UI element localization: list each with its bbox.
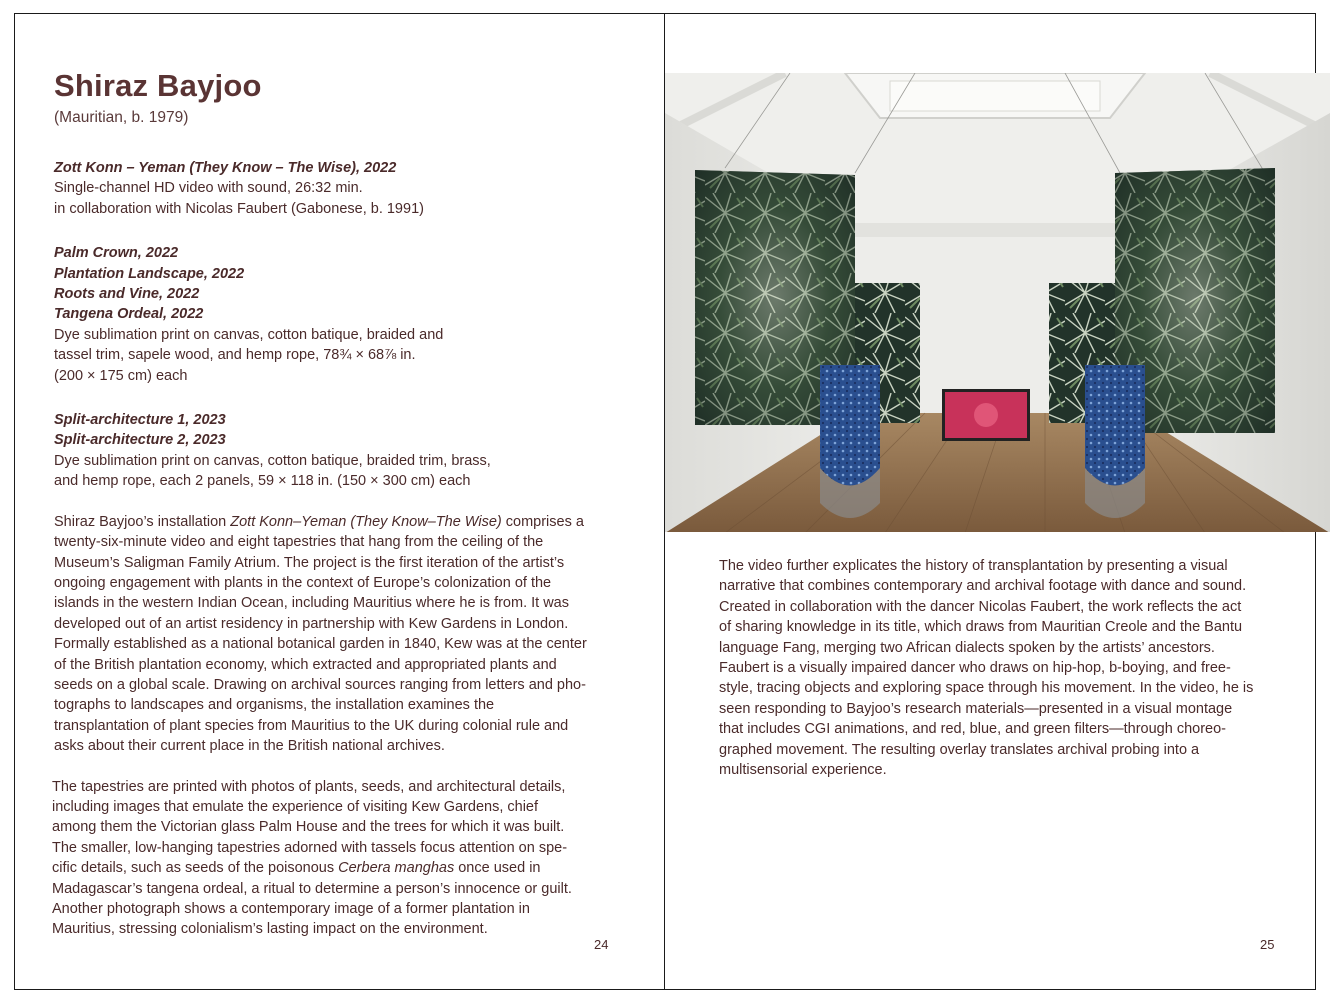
paragraph-line: Museum’s Saligman Family Atrium. The project is the first iteration of the artist’s bbox=[54, 554, 565, 571]
work-title: Zott Konn – Yeman (They Know – The Wise), 2022 bbox=[54, 160, 397, 176]
body-paragraph-1 bbox=[54, 512, 624, 757]
paragraph-line: multisensorial experience. bbox=[719, 762, 887, 779]
paragraph-line: that includes CGI animations, and red, blue, and green filters—through choreo- bbox=[719, 721, 1226, 738]
paragraph-line: seeds on a global scale. Drawing on archival sources ranging from letters and pho- bbox=[54, 676, 586, 693]
work-title: Roots and Vine, 2022 bbox=[54, 286, 200, 303]
left-page bbox=[54, 66, 624, 940]
paragraph-line: developed out of an artist residency in partnership with Kew Gardens in London. bbox=[54, 615, 569, 632]
italic-artwork-title: Zott Konn–Yeman (They Know–The Wise) bbox=[230, 513, 502, 530]
paragraph-line: of the British plantation economy, which extracted and appropriated plants and bbox=[54, 656, 557, 673]
page-number-right: 25 bbox=[1260, 937, 1275, 952]
italic-species-name: Cerbera manghas bbox=[338, 860, 455, 877]
work-detail: in collaboration with Nicolas Faubert (Gabonese, b. 1991) bbox=[54, 200, 424, 217]
paragraph-line: including images that emulate the experience of visiting Kew Gardens, chief bbox=[52, 798, 539, 815]
paragraph-line: Madagascar’s tangena ordeal, a ritual to determine a person’s innocence or guilt. bbox=[52, 880, 572, 897]
paragraph-line: Mauritius, stressing colonialism’s lasting impact on the environment. bbox=[52, 921, 488, 938]
work-title: Split-architecture 2, 2023 bbox=[54, 432, 226, 449]
text-run: cific details, such as seeds of the poisonous bbox=[52, 860, 339, 877]
work-entry-tapestries bbox=[54, 243, 624, 386]
paragraph-line: among them the Victorian glass Palm House and the trees for which it was built. bbox=[52, 819, 565, 836]
paragraph-line bbox=[52, 858, 624, 878]
text-run: Shiraz Bayjoo’s installation bbox=[54, 513, 231, 530]
paragraph-line: asks about their current place in the British national archives. bbox=[54, 738, 445, 755]
text-run: once used in bbox=[454, 860, 541, 877]
work-title: Split-architecture 1, 2023 bbox=[54, 412, 226, 429]
work-title: Plantation Landscape, 2022 bbox=[54, 265, 245, 282]
work-detail: Dye sublimation print on canvas, cotton batique, braided and bbox=[54, 326, 444, 343]
paragraph-line: ongoing engagement with plants in the context of Europe’s colonization of the bbox=[54, 574, 552, 591]
work-entry-video bbox=[54, 158, 624, 219]
paragraph-line: tographs to landscapes and organisms, the installation examines the bbox=[54, 697, 495, 714]
paragraph-line: narrative that combines contemporary and archival footage with dance and sound. bbox=[719, 578, 1247, 595]
paragraph-line: language Fang, merging two African dialects spoken by the artists’ ancestors. bbox=[719, 639, 1215, 656]
page-number-left: 24 bbox=[594, 937, 609, 952]
paragraph-line: Formally established as a national botanical garden in 1840, Kew was at the center bbox=[54, 636, 587, 653]
paragraph-line: Faubert is a visually impaired dancer who draws on hip-hop, b-boying, and free- bbox=[719, 660, 1231, 677]
work-title: Palm Crown, 2022 bbox=[54, 245, 179, 262]
paragraph-line: seen responding to Bayjoo’s research materials—presented in a visual montage bbox=[719, 700, 1233, 717]
paragraph-line: twenty-six-minute video and eight tapestries that hang from the ceiling of the bbox=[54, 534, 544, 551]
paragraph-line: of sharing knowledge in its title, which draws from Mauritian Creole and the Bantu bbox=[719, 619, 1243, 636]
paragraph-line: The tapestries are printed with photos of plants, seeds, and architectural details, bbox=[52, 778, 566, 795]
work-detail: (200 × 175 cm) each bbox=[54, 367, 188, 384]
text-run: comprises a bbox=[501, 513, 584, 530]
work-detail: Single-channel HD video with sound, 26:32 min. bbox=[54, 180, 363, 197]
work-entry-split-architecture bbox=[54, 410, 624, 492]
installation-photo bbox=[665, 73, 1330, 532]
work-title: Tangena Ordeal, 2022 bbox=[54, 306, 204, 323]
gallery-installation-image bbox=[665, 73, 1330, 532]
artist-nationality-birth: (Mauritian, b. 1979) bbox=[54, 109, 189, 126]
work-detail: tassel trim, sapele wood, and hemp rope, 78¾ × 68⅞ in. bbox=[54, 347, 416, 364]
paragraph-line: Another photograph shows a contemporary image of a former plantation in bbox=[52, 901, 530, 917]
work-detail: Dye sublimation print on canvas, cotton batique, braided trim, brass, bbox=[54, 452, 491, 469]
artist-name: Shiraz Bayjoo bbox=[54, 68, 262, 103]
body-paragraph-2 bbox=[52, 777, 624, 940]
paragraph-line: graphed movement. The resulting overlay translates archival probing into a bbox=[719, 741, 1200, 758]
paragraph-line: The smaller, low-hanging tapestries adorned with tassels focus attention on spe- bbox=[52, 839, 568, 856]
paragraph-line bbox=[54, 512, 624, 532]
paragraph-line: transplantation of plant species from Mauritius to the UK during colonial rule and bbox=[54, 717, 569, 734]
paragraph-line: Created in collaboration with the dancer Nicolas Faubert, the work reflects the act bbox=[719, 598, 1242, 615]
paragraph-line: islands in the western Indian Ocean, including Mauritius where he is from. It was bbox=[54, 595, 569, 612]
paragraph-line: The video further explicates the history of transplantation by presenting a visual bbox=[719, 558, 1228, 574]
work-detail: and hemp rope, each 2 panels, 59 × 118 in. (150 × 300 cm) each bbox=[54, 473, 471, 490]
paragraph-line: style, tracing objects and exploring space through his movement. In the video, he is bbox=[719, 680, 1254, 697]
right-page-paragraph bbox=[719, 556, 1289, 780]
